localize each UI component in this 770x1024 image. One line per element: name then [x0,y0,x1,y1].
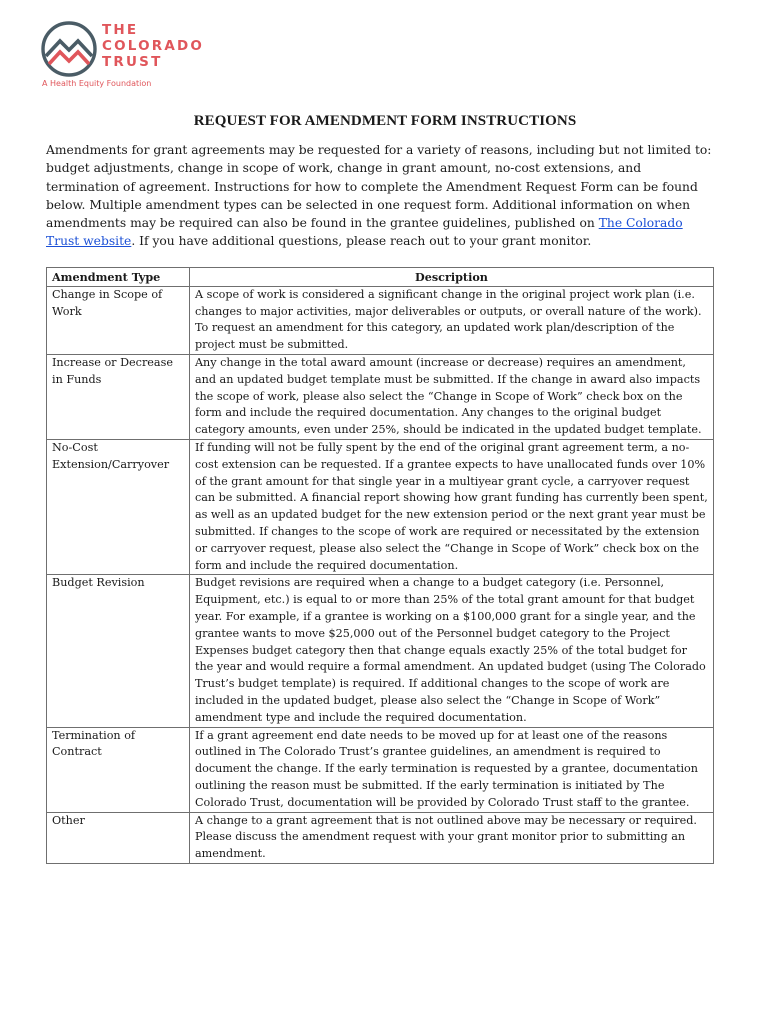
colorado-trust-logo [40,18,240,92]
amendment-type-cell: Change in Scope of Work [47,286,190,354]
intro-paragraph [46,141,718,251]
table-row [47,286,714,354]
table-row [47,812,714,863]
intro-text-before-link: Amendments for grant agreements may be requested for a variety of reasons, including but not limited to: budget adjustments, change in scope of work, change in grant amount, no-cost extensions, and termination of agreement. Instructions for how to complete the Amendment Request Form can be found below. Multiple amendment types can be selected in one request form. Additional information on when amendments may be required can also be found in the grantee guidelines, published on [46,143,712,231]
description-cell: Any change in the total award amount (increase or decrease) requires an amendment, and an updated budget template must be submitted. If the change in award also impacts the scope of work, please also select the “Change in Scope of Work” check box on the form and include the required documentation. Any changes to the original budget category amounts, even under 25%, should be indicated in the updated budget template. [189,354,713,439]
colorado-trust-website-link[interactable]: The Colorado Trust website [46,216,683,249]
logo-line-2: COLORADO [102,38,205,54]
header-amendment-type: Amendment Type [47,268,190,287]
logo-line-1: THE [102,22,139,38]
amendment-type-cell: Increase or Decrease in Funds [47,354,190,439]
description-cell: If a grant agreement end date needs to be moved up for at least one of the reasons outlined in The Colorado Trust’s grantee guidelines, an amendment is required to document the change. If the early termination is requested by a grantee, documentation outlining the reason must be submitted. If the early termination is initiated by The Colorado Trust, documentation will be provided by Colorado Trust staff to the grantee. [189,727,713,812]
page-title: REQUEST FOR AMENDMENT FORM INSTRUCTIONS [193,113,577,129]
amendment-types-table [46,267,714,864]
amendment-type-cell: Termination of Contract [47,727,190,812]
amendment-type-cell: Other [47,812,190,863]
table-row [47,727,714,812]
description-cell: If funding will not be fully spent by the end of the original grant agreement term, a no-cost extension can be requested. If a grantee expects to have unallocated funds over 10% of the grant amount for that single year in a multiyear grant cycle, a carryover request can be submitted. A financial report showing how grant funding has currently been spent, as well as an updated budget for the new extension period or the next grant year must be submitted. If changes to the scope of work are required or necessitated by the extension or carryover request, please also select the “Change in Scope of Work” check box on the form and include the required documentation. [189,439,713,574]
header-description: Description [189,268,713,287]
description-cell: A scope of work is considered a significant change in the original project work plan (i.e. changes to major activities, major deliverables or outputs, or overall nature of the work). To request an amendment for this category, an updated work plan/description of the project must be submitted. [189,286,713,354]
table-row [47,354,714,439]
mountain-logo-icon [40,20,98,78]
logo-wordmark [102,22,204,70]
amendment-type-cell: No-Cost Extension/Carryover [47,439,190,574]
description-cell: A change to a grant agreement that is not outlined above may be necessary or required. Please discuss the amendment request with your grant monitor prior to submitting an amendment. [189,812,713,863]
logo-tagline: A Health Equity Foundation [42,79,152,88]
amendment-type-cell: Budget Revision [47,575,190,727]
description-cell: Budget revisions are required when a change to a budget category (i.e. Personnel, Equipment, etc.) is equal to or more than 25% of the total grant amount for that budget year. For example, if a grantee is working on a $100,000 grant for a single year, and the grantee wants to move $25,000 out of the Personnel budget category to the Project Expenses budget category then that change equals exactly 25% of the total budget for the year and would require a formal amendment. An updated budget (using The Colorado Trust’s budget template) is required. If additional changes to the scope of work are included in the updated budget, please also select the “Change in Scope of Work” amendment type and include the required documentation. [189,575,713,727]
table-row [47,575,714,727]
intro-text-after-link: . If you have additional questions, please reach out to your grant monitor. [131,234,592,249]
logo-line-3: TRUST [102,54,163,70]
table-header-row [47,268,714,287]
table-row [47,439,714,574]
